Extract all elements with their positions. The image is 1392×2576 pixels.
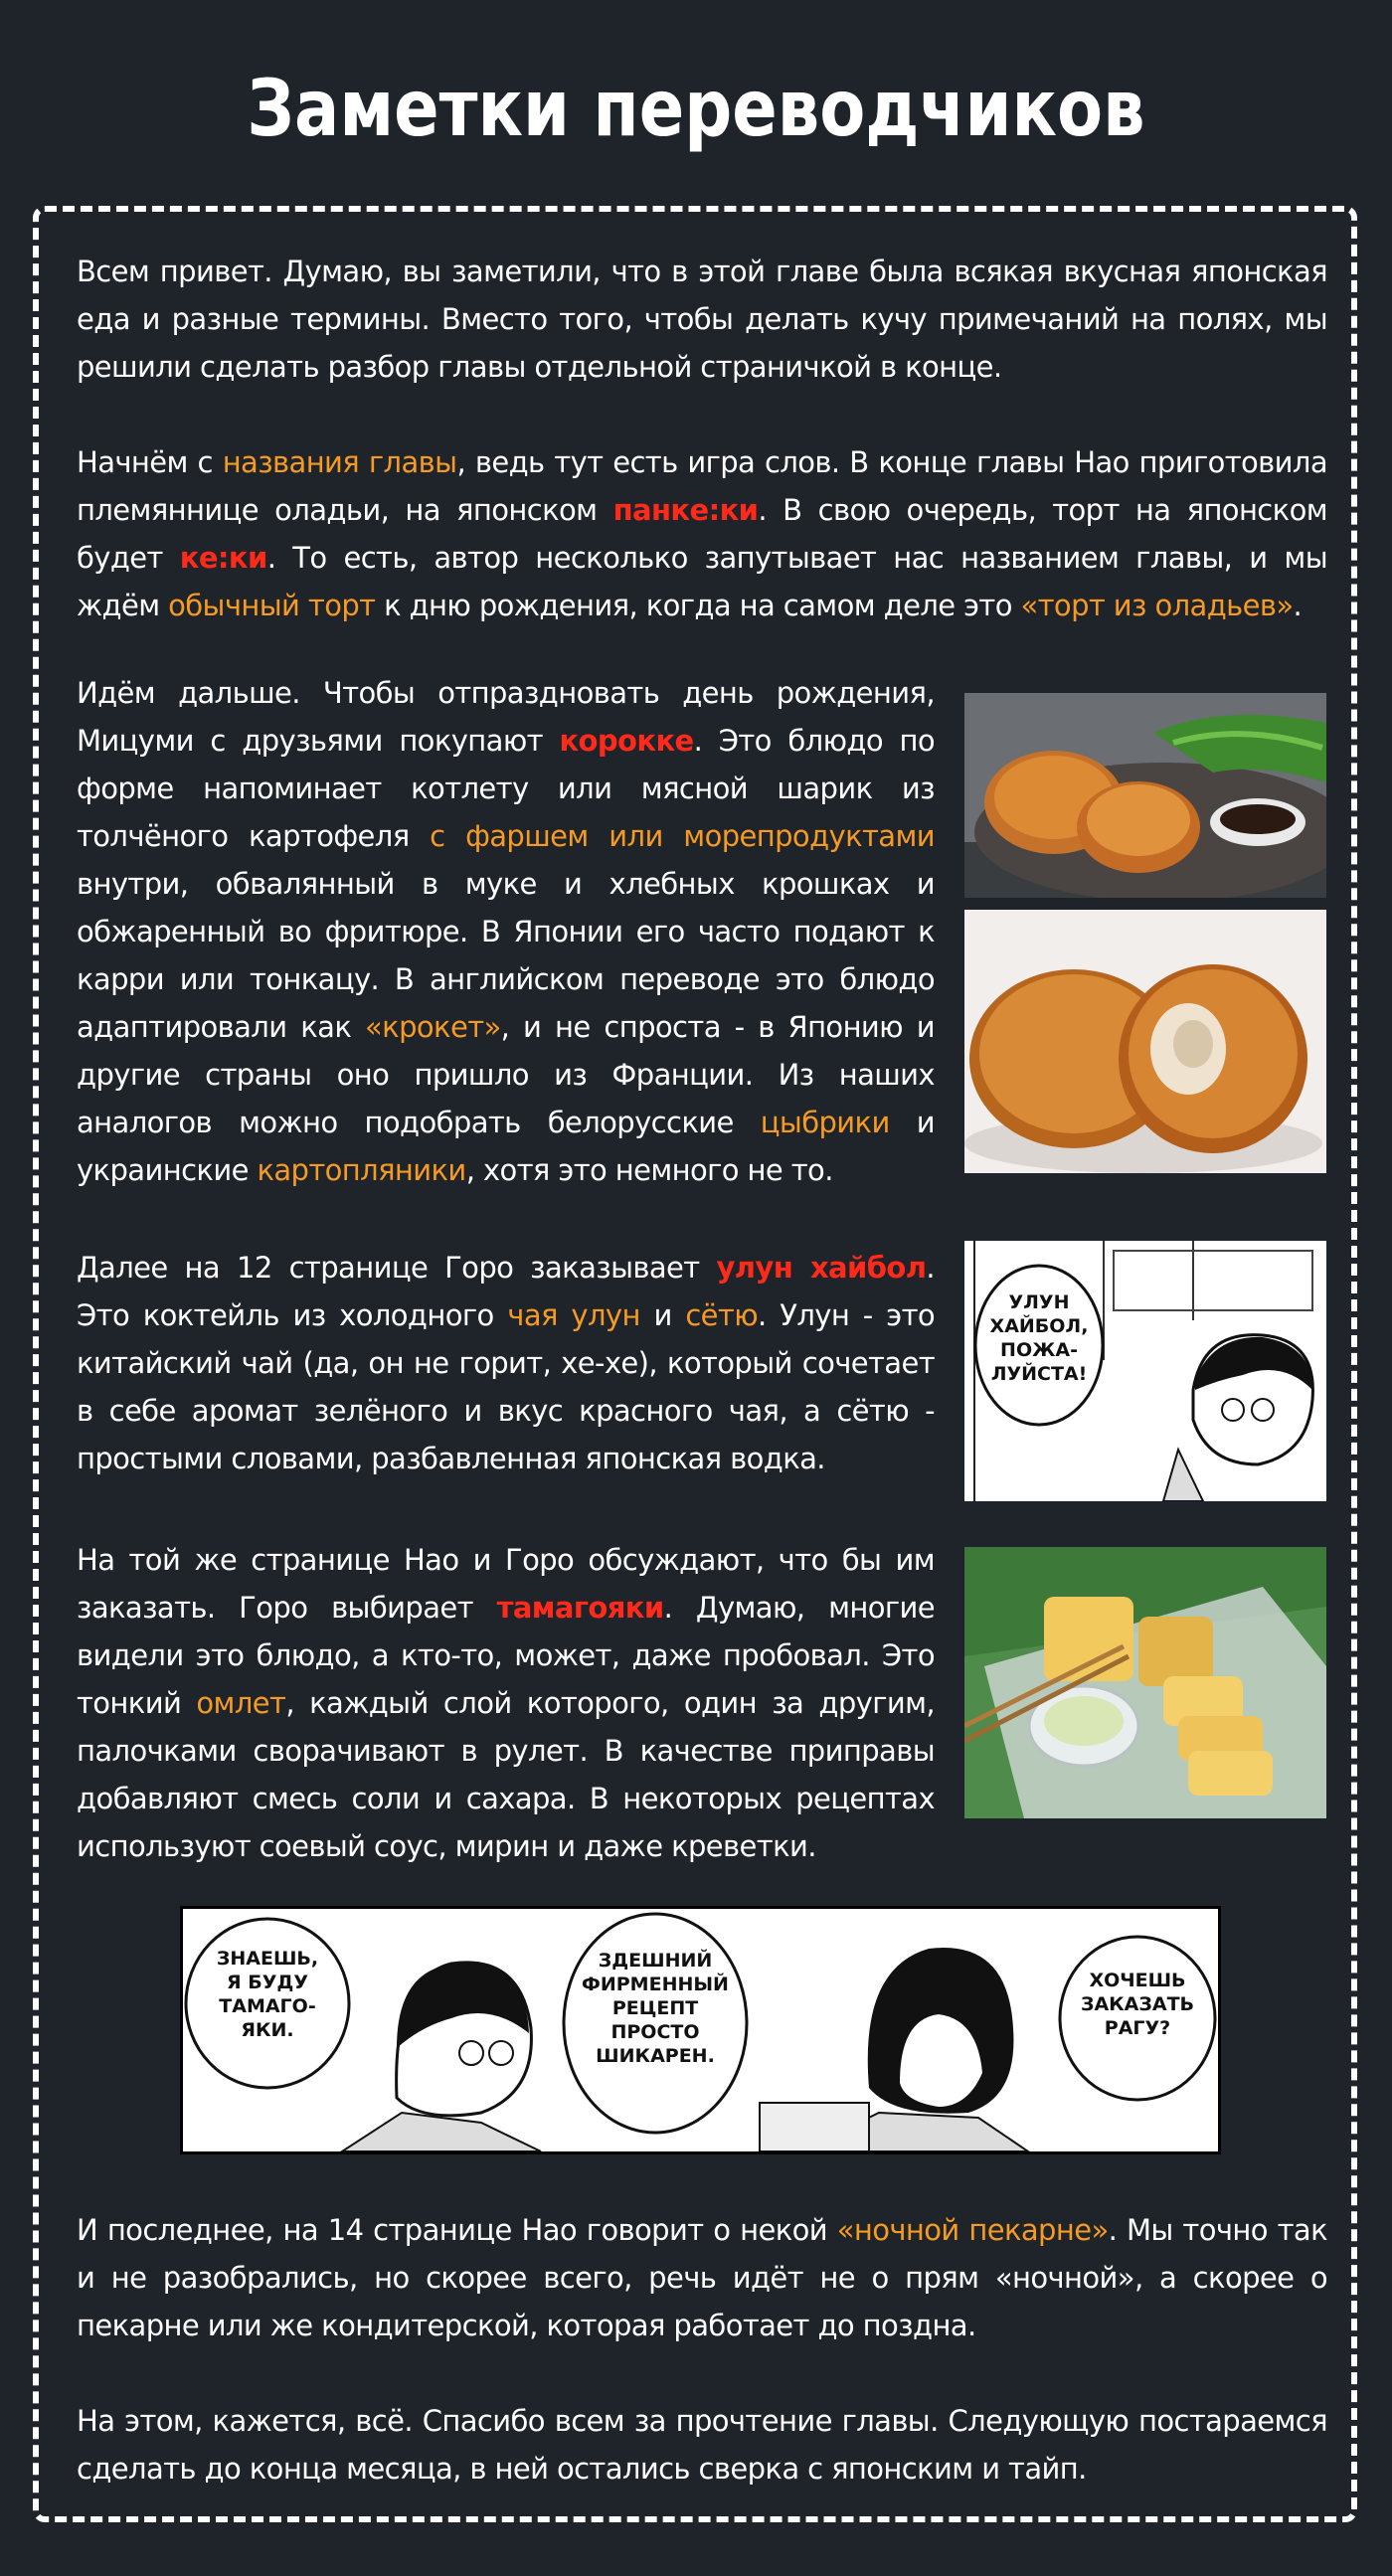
highlight-term: ке:ки <box>179 541 267 575</box>
speech-bubble: ХОЧЕШЬ ЗАКАЗАТЬ РАГУ? <box>1080 1970 1195 2039</box>
speech-bubble: УЛУН ХАЙБОЛ, ПОЖА- ЛУЙСТА! <box>989 1291 1089 1385</box>
korokke-paragraph: Идём дальше. Чтобы отпраздновать день рождения, Мицуми с друзьями покупают корокке. Это блюдо по форме напоминает котлету или мясной шарик из толчёного картофеля с фаршем или морепродуктами внутри, обвалянный в муке и хлебных крошках и обжаренный во фритюре. В Японии его часто подают к карри или тонкацу. В английском переводе это блюдо адаптировали как «крокет», и не спроста - в Японию и другие страны оно пришло из Франции. Из наших аналогов можно подобрать белорусские цыбрики и украинские картопляники, хотя это немного не то. <box>77 676 935 1187</box>
highlight-term: «торт из оладьев» <box>1020 589 1294 622</box>
highlight-term: тамагояки <box>496 1591 664 1625</box>
korokke-photo-2 <box>964 910 1326 1173</box>
outro-paragraph: На этом, кажется, всё. Спасибо всем за прочтение главы. Следующую постараемся сделать до конца месяца, в ней остались сверка с японским и тайп. <box>77 2404 1327 2486</box>
highlight-term: чая улун <box>507 1298 640 1332</box>
highlight-term: картопляники <box>257 1153 466 1187</box>
title-note-paragraph: Начнём с названия главы, ведь тут есть игра слов. В конце главы Нао приготовила племяннице оладьи, на японском панке:ки. В свою очередь, торт на японском будет ке:ки. То есть, автор несколько запутывает нас названием главы, и мы ждём обычный торт к дню рождения, когда на самом деле это «торт из оладьев». <box>77 445 1328 622</box>
highlight-term: омлет <box>196 1686 286 1720</box>
highlight-term: с фаршем или морепродуктами <box>430 819 935 853</box>
highlight-term: цыбрики <box>760 1106 890 1139</box>
highlight-term: корокке <box>559 724 694 758</box>
oolong-manga-panel <box>964 1241 1326 1501</box>
highlight-term: «крокет» <box>365 1010 501 1044</box>
tamagoyaki-paragraph: На той же странице Нао и Горо обсуждают, что бы им заказать. Горо выбирает тамагояки. Думаю, многие видели это блюдо, а кто-то, может, даже пробовал. Это тонкий омлет, каждый слой которого, один за другим, палочками сворачивают в рулет. В качестве приправы добавляют смесь соли и сахара. В некоторых рецептах используют соевый соус, мирин и даже креветки. <box>77 1543 935 1863</box>
page-title: Заметки переводчиков <box>247 65 1145 154</box>
speech-bubble: ЗДЕШНИЙ ФИРМЕННЫЙ РЕЦЕПТ ПРОСТО ШИКАРЕН. <box>582 1950 729 2067</box>
oolong-paragraph: Далее на 12 странице Горо заказывает улун хайбол. Это коктейль из холодного чая улун и сётю. Улун - это китайский чай (да, он не горит, хе-хе), который сочетает в себе аромат зелёного и вкус красного чая, а сётю - простыми словами, разбавленная японская водка. <box>77 1251 936 1475</box>
highlight-term: улун хайбол <box>716 1251 927 1285</box>
bakery-paragraph: И последнее, на 14 странице Нао говорит о некой «ночной пекарне». Мы точно так и не разобрались, но скорее всего, речь идёт не о прям «ночной», а скорее о пекарне или же кондитерской, которая работает до поздна. <box>77 2213 1327 2342</box>
tamagoyaki-photo <box>964 1547 1326 1818</box>
highlight-term: обычный торт <box>168 589 376 622</box>
highlight-term: названия главы <box>222 445 457 479</box>
highlight-term: «ночной пекарне» <box>836 2213 1109 2247</box>
highlight-term: сётю <box>685 1298 759 1332</box>
speech-bubble: ЗНАЕШЬ, Я БУДУ ТАМАГО- ЯКИ. <box>216 1948 319 2041</box>
tamagoyaki-manga-panel <box>180 1906 1221 2154</box>
highlight-term: панке:ки <box>612 493 759 527</box>
korokke-photo-1 <box>964 693 1326 898</box>
intro-paragraph: Всем привет. Думаю, вы заметили, что в этой главе была всякая вкусная японская еда и разные термины. Вместо того, чтобы делать кучу примечаний на полях, мы решили сделать разбор главы отдельной страничкой в конце. <box>77 255 1327 384</box>
